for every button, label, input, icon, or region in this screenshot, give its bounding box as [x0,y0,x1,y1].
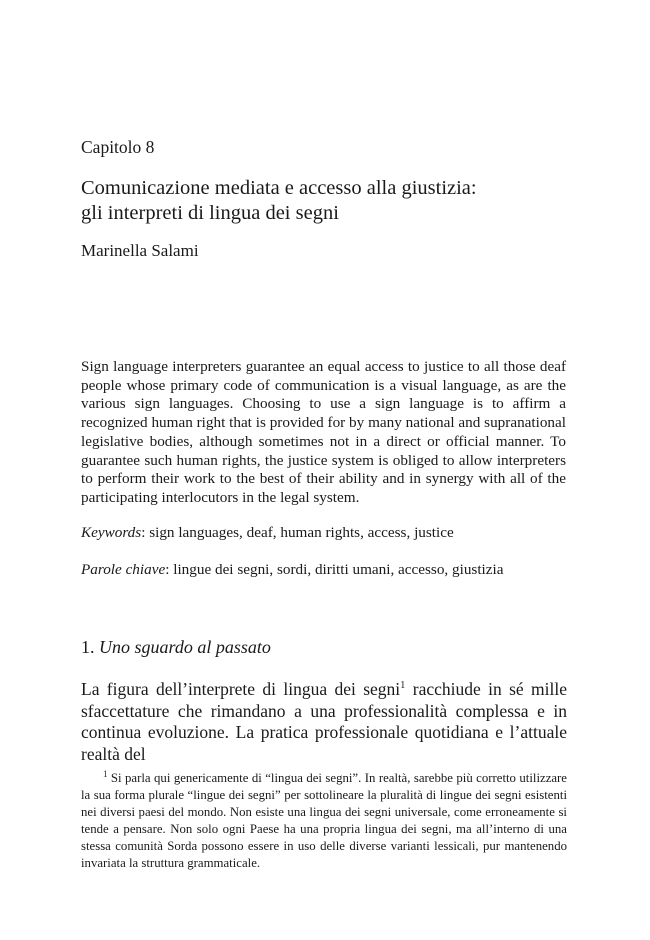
section-title: Uno sguardo al passato [99,637,271,657]
parole-chiave-text: : lingue dei segni, sordi, diritti umani, accesso, giustizia [165,561,504,578]
body-text-continued: racchiude in sé mille sfaccettature che rimandano a una professionalità complessa e in continua evoluzione. La pratica professionale quotidiana e l’attuale realtà del [81,679,567,764]
keywords-label: Keywords [81,524,142,541]
author-name: Marinella Salami [81,241,199,260]
footnote-text: Si parla qui genericamente di “lingua dei segni”. In realtà, sarebbe più corretto utilizzare la sua forma plurale “lingue dei segni” per sottolineare la pluralità di lingue dei segni esistenti nei diversi paesi del mondo. Non esiste una lingua dei segni universale, come erroneamente si tende a pensare. Non solo ogni Paese ha una propria lingua dei segni, ma all’interno di una stessa comunità Sorda possono essere in uso delle diverse varianti lessicali, pur mantenendo invariata la struttura grammaticale. [81,771,567,870]
chapter-title-line-2: gli interpreti di lingua dei segni [81,202,339,224]
section-heading [81,637,271,658]
body-paragraph [81,679,567,765]
chapter-label: Capitolo 8 [81,137,155,157]
chapter-title-line-1: Comunicazione mediata e accesso alla giustizia: [81,177,477,199]
parole-chiave-line [81,561,566,579]
chapter-title [81,176,581,226]
parole-chiave-label: Parole chiave [81,561,166,578]
body-text-start: La figura dell’interprete di lingua dei segni [81,679,401,699]
keywords-line [81,524,566,542]
section-number: 1. [81,637,95,657]
footnote [81,770,567,871]
keywords-text: : sign languages, deaf, human rights, access, justice [141,524,454,541]
abstract-paragraph: Sign language interpreters guarantee an equal access to justice to all those deaf people whose primary code of communication is a visual language, as are the various sign languages. Choosing to use a sign language is to affirm a recognized human right that is provided for by many national and supranational legislative bodies, although sometimes not in a direct or official manner. To guarantee such human rights, the justice system is obliged to allow interpreters to perform their work to the best of their ability and in synergy with all of the participating interlocutors in the legal system. [81,358,566,506]
footnote-reference[interactable]: 1 [400,680,406,692]
footnote-number: 1 [103,768,108,779]
